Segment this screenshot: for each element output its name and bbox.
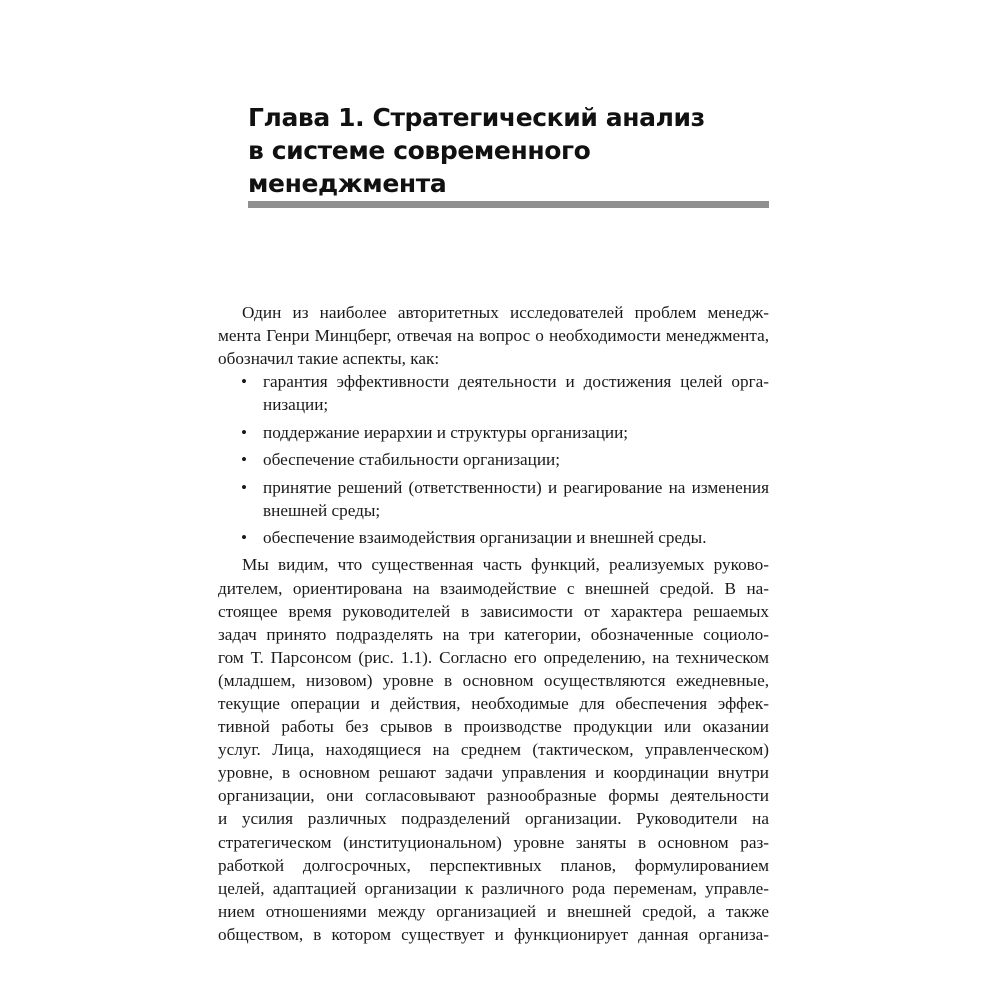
text-line: гом Т. Парсонсом (рис. 1.1). Согласно его определению, на техническом [218, 647, 769, 667]
list-item [218, 370, 769, 416]
list-item-line [218, 370, 769, 393]
list-item-text: обеспечение стабильности организации; [263, 450, 561, 470]
text-line: целей, адаптацией организации к различного рода переменам, управле- [218, 878, 769, 898]
body-text [218, 301, 769, 946]
text-line: нием отношениями между организацией и внешней средой, а также [218, 901, 769, 921]
list-item [218, 526, 769, 549]
text-line: тивной работы без срывов в производстве продукции или оказании [218, 717, 769, 737]
intro-paragraph [218, 301, 769, 370]
list-item-line: низации; [263, 395, 329, 415]
list-item-line [218, 448, 769, 471]
chapter-title-line: в системе современного [248, 136, 591, 165]
text-line: обозначил такие аспекты, как: [218, 349, 440, 369]
text-line: дителем, ориентирована на взаимодействие с внешней средой. В на- [218, 578, 769, 598]
list-item [218, 448, 769, 471]
list-item-text: обеспечение взаимодействия организации и внешней среды. [263, 528, 707, 548]
list-item-text: гарантия эффективности деятельности и достижения целей орга- [263, 372, 769, 392]
text-line: работкой долгосрочных, перспективных планов, формулированием [218, 855, 769, 875]
list-item-text: поддержание иерархии и структуры организации; [263, 422, 629, 442]
main-paragraph [218, 553, 769, 946]
text-line: текущие операции и действия, необходимые для обеспечения эффек- [218, 693, 769, 713]
bullet-list [218, 370, 769, 549]
text-line: услуг. Лица, находящиеся на среднем (тактическом, управленческом) [218, 740, 769, 760]
text-line: и усилия различных подразделений организации. Руководители на [218, 809, 769, 829]
chapter-title-line: Глава 1. Стратегический анализ [248, 103, 705, 132]
text-line: уровне, в основном решают задачи управления и координации внутри [218, 763, 769, 783]
text-line: стратегическом (институциональном) уровне заняты в основном раз- [218, 832, 769, 852]
text-line: задач принято подразделять на три категории, обозначенные социоло- [218, 624, 769, 644]
bullet-icon: • [241, 477, 248, 497]
text-line: стоящее время руководителей в зависимости от характера решаемых [218, 601, 769, 621]
bullet-icon: • [241, 372, 248, 392]
bullet-icon: • [241, 450, 248, 470]
list-item [218, 421, 769, 444]
bullet-icon: • [241, 528, 248, 548]
chapter-title [248, 101, 768, 200]
text-line: Один из наиболее авторитетных исследователей проблем менедж- [242, 303, 769, 322]
title-underline-rule [248, 201, 769, 208]
text-line: (младшем, низовом) уровне в основном осуществляются ежедневные, [218, 670, 769, 690]
text-line: мента Генри Минцберг, отвечая на вопрос о необходимости менеджмента, [218, 326, 769, 346]
text-line: Мы видим, что существенная часть функций, реализуемых руково- [242, 555, 769, 575]
text-line: обществом, в котором существует и функционирует данная организа- [218, 924, 769, 944]
list-item-line [218, 526, 769, 549]
list-item-line: внешней среды; [263, 500, 381, 520]
text-line: организации, они согласовывают разнообразные формы деятельности [218, 786, 769, 806]
list-item-line [218, 476, 769, 499]
list-item [218, 476, 769, 522]
chapter-title-line: менеджмента [248, 169, 447, 198]
bullet-icon: • [241, 422, 248, 442]
list-item-text: принятие решений (ответственности) и реагирование на изменения [263, 477, 769, 497]
list-item-line [218, 421, 769, 444]
